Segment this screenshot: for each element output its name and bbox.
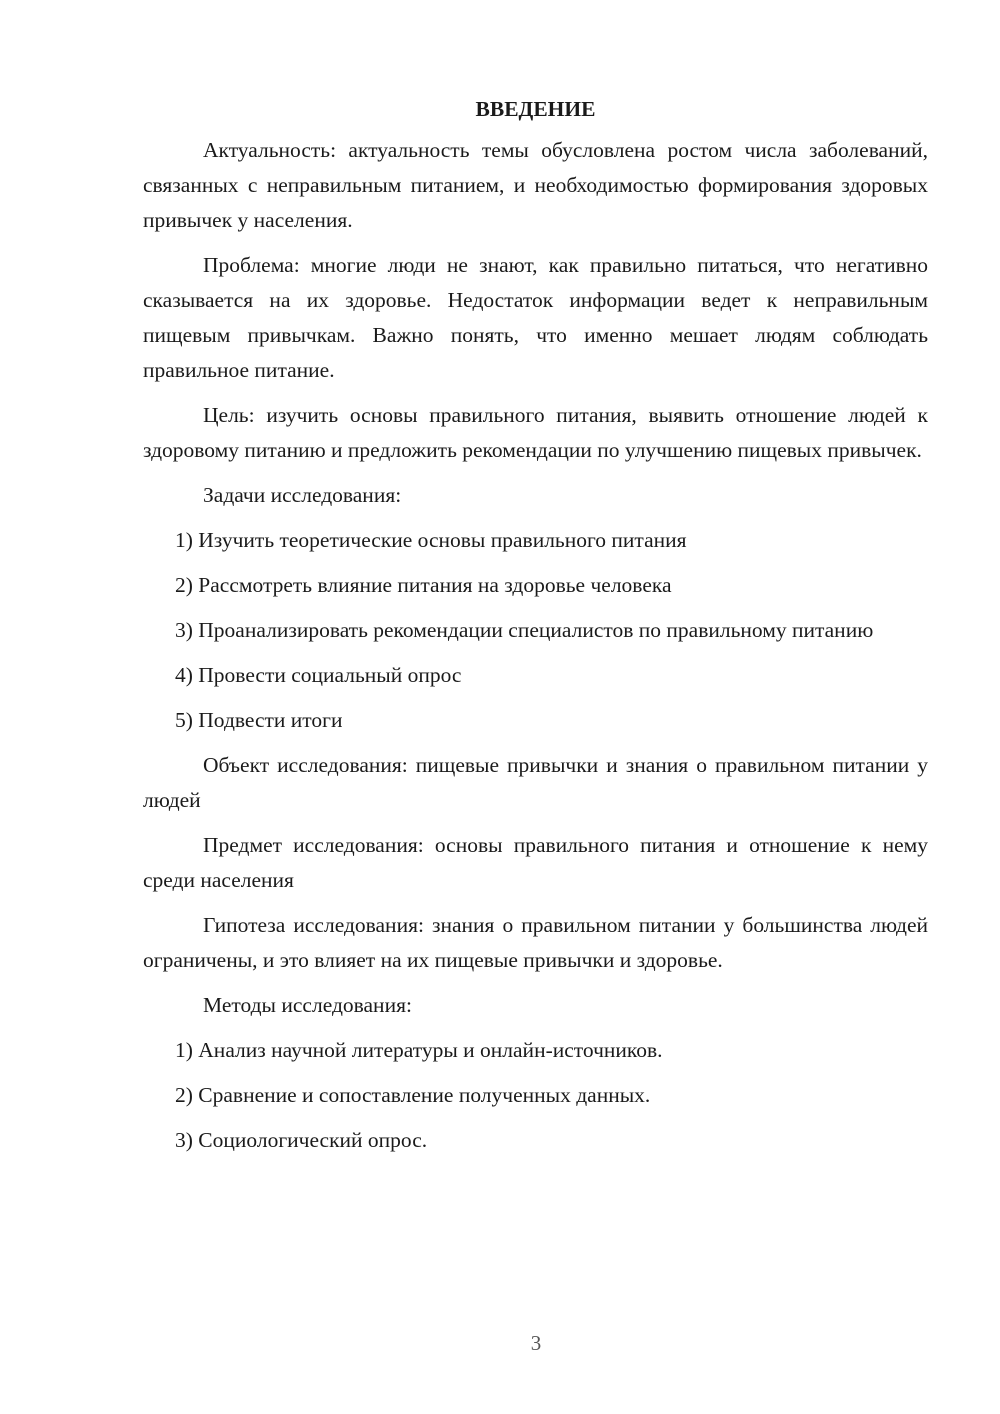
method-item: 2) Сравнение и сопоставление полученных данных. — [175, 1083, 651, 1107]
task-item: 2) Рассмотреть влияние питания на здоровье человека — [175, 573, 672, 597]
page-number: 3 — [530, 1331, 542, 1355]
method-item: 3) Социологический опрос. — [175, 1128, 428, 1152]
relevance-paragraph: Актуальность: актуальность темы обусловлена ростом числа заболеваний, связанных с неправильным питанием, и необходимостью формирования здоровых привычек у населения. — [143, 138, 928, 232]
method-item: 1) Анализ научной литературы и онлайн-источников. — [175, 1038, 663, 1062]
task-item: 3) Проанализировать рекомендации специалистов по правильному питанию — [175, 618, 874, 642]
tasks-heading: Задачи исследования: — [203, 483, 402, 507]
object-paragraph: Объект исследования: пищевые привычки и знания о правильном питании у людей — [143, 753, 928, 812]
goal-paragraph: Цель: изучить основы правильного питания, выявить отношение людей к здоровому питанию и предложить рекомендации по улучшению пищевых привычек. — [143, 403, 928, 462]
hypothesis-paragraph: Гипотеза исследования: знания о правильном питании у большинства людей ограничены, и это влияет на их пищевые привычки и здоровье. — [143, 913, 928, 972]
task-item: 1) Изучить теоретические основы правильного питания — [175, 528, 687, 552]
task-item: 4) Провести социальный опрос — [175, 663, 462, 687]
document-page — [143, 92, 928, 1168]
problem-paragraph: Проблема: многие люди не знают, как правильно питаться, что негативно сказывается на их здоровье. Недостаток информации ведет к неправильным пищевым привычкам. Важно понять, что именно мешает людям соблюдать правильное питание. — [143, 253, 928, 382]
subject-paragraph: Предмет исследования: основы правильного питания и отношение к нему среди населения — [143, 833, 928, 892]
task-item: 5) Подвести итоги — [175, 708, 343, 732]
methods-heading: Методы исследования: — [203, 993, 412, 1017]
section-title: ВВЕДЕНИЕ — [475, 97, 596, 121]
